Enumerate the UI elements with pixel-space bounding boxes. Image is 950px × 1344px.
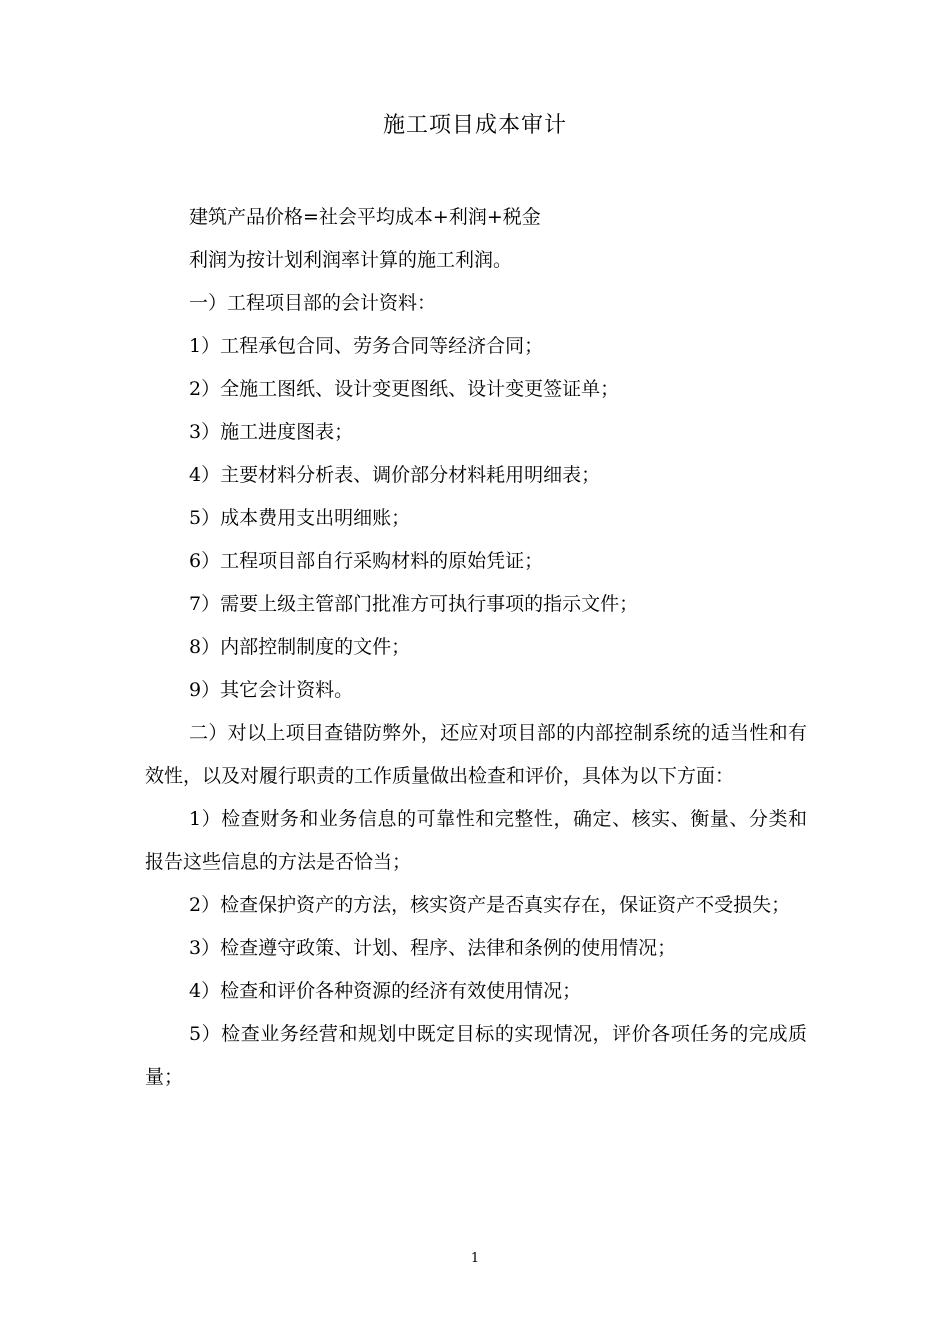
list-item: 2）全施工图纸、设计变更图纸、设计变更签证单； bbox=[189, 378, 620, 400]
list-item: 1）检查财务和业务信息的可靠性和完整性，确定、核实、衡量、分类和报告这些信息的方法是否恰当； bbox=[145, 808, 807, 873]
list-item: 4）主要材料分析表、调价部分材料耗用明细表； bbox=[189, 464, 601, 486]
page-number: 1 bbox=[470, 1251, 480, 1266]
list-item: 3）施工进度图表； bbox=[189, 421, 354, 443]
paragraph-price-formula: 建筑产品价格=社会平均成本+利润+税金 bbox=[189, 206, 541, 228]
list-item: 6）工程项目部自行采购材料的原始凭证； bbox=[189, 550, 544, 572]
document-body bbox=[145, 196, 807, 1099]
list-item: 7）需要上级主管部门批准方可执行事项的指示文件； bbox=[189, 593, 639, 615]
list-item: 5）检查业务经营和规划中既定目标的实现情况，评价各项任务的完成质量； bbox=[145, 1023, 807, 1088]
paragraph-profit-definition: 利润为按计划利润率计算的施工利润。 bbox=[189, 249, 513, 271]
list-item: 9）其它会计资料。 bbox=[189, 679, 354, 701]
list-item: 2）检查保护资产的方法，核实资产是否真实存在，保证资产不受损失； bbox=[189, 894, 791, 916]
section-heading-internal-control: 二）对以上项目查错防弊外，还应对项目部的内部控制系统的适当性和有效性，以及对履行职责的工作质量做出检查和评价，具体为以下方面： bbox=[145, 722, 807, 787]
list-item: 3）检查遵守政策、计划、程序、法律和条例的使用情况； bbox=[189, 937, 677, 959]
page-title: 施工项目成本审计 bbox=[382, 113, 567, 138]
list-item: 8）内部控制制度的文件； bbox=[189, 636, 411, 658]
section-heading-accounting-materials: 一）工程项目部的会计资料： bbox=[189, 292, 437, 314]
list-item: 1）工程承包合同、劳务合同等经济合同； bbox=[189, 335, 544, 357]
list-item: 4）检查和评价各种资源的经济有效使用情况； bbox=[189, 980, 582, 1002]
list-item: 5）成本费用支出明细账； bbox=[189, 507, 411, 529]
